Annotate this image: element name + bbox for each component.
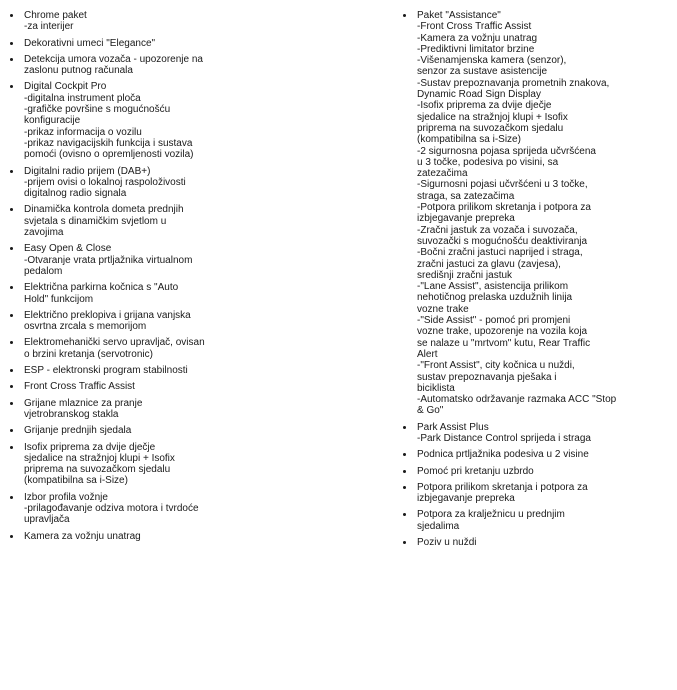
bullet-icon	[10, 85, 13, 88]
list-item	[7, 166, 272, 200]
item-title: Električno preklopiva i grijana vanjska	[24, 309, 191, 321]
list-item	[7, 442, 272, 487]
item-detail-line: straga, sa zatezačima	[417, 190, 515, 202]
item-title: Grijanje prednjih sjedala	[24, 425, 132, 437]
bullet-icon	[403, 426, 406, 429]
item-detail-line: (kompatibilna sa i-Size)	[24, 475, 128, 487]
list-item	[7, 81, 272, 160]
list-item	[7, 365, 272, 376]
item-detail-line: zavojima	[24, 227, 64, 239]
bullet-icon	[10, 286, 13, 289]
bullet-icon	[10, 58, 13, 61]
item-detail-line: vozne trake	[417, 303, 469, 315]
list-item	[7, 243, 272, 277]
item-title: Easy Open & Close	[24, 243, 112, 255]
item-title: Dinamička kontrola dometa prednjih	[24, 204, 184, 216]
item-detail-line: sjedalima	[417, 520, 460, 532]
list-item	[7, 54, 272, 77]
item-detail-line: konfiguracije	[24, 115, 81, 127]
right-column	[400, 10, 674, 548]
item-detail-line: izbjegavanje prepreka	[417, 493, 515, 505]
item-detail-line: -"Front Assist", city kočnica u nuždi,	[417, 360, 575, 372]
item-detail-line: nehotičnog prelaska uzdužnih linija	[417, 292, 573, 304]
bullet-icon	[10, 170, 13, 173]
item-detail-line: vjetrobranskog stakla	[24, 408, 119, 420]
item-detail-line: sjedalice na stražnjoj klupi + Isofix	[417, 111, 568, 123]
bullet-icon	[10, 446, 13, 449]
list-item	[7, 381, 272, 392]
list-item	[400, 466, 674, 477]
item-title: Potpora prilikom skretanja i potpora za	[417, 481, 588, 493]
item-detail-line: -Isofix priprema za dvije dječje	[417, 100, 552, 112]
item-detail-line: biciklista	[417, 382, 455, 394]
item-detail-line: zaslonu putnog računala	[24, 65, 133, 77]
item-detail-line: -Zračni jastuk za vozača i suvozača,	[417, 224, 578, 236]
item-detail-line: -Bočni zračni jastuci naprijed i straga,	[417, 247, 583, 259]
list-item	[7, 398, 272, 421]
item-detail-line: Alert	[417, 348, 438, 360]
item-title: Digitalni radio prijem (DAB+)	[24, 165, 151, 177]
bullet-icon	[403, 486, 406, 489]
item-title: Izbor profila vožnje	[24, 491, 108, 503]
item-title: Pomoć pri kretanju uzbrdo	[417, 465, 534, 477]
bullet-icon	[403, 14, 406, 17]
bullet-icon	[10, 385, 13, 388]
list-item	[400, 537, 674, 548]
item-detail-line: Dynamic Road Sign Display	[417, 89, 541, 101]
item-detail-line: Hold" funkcijom	[24, 293, 94, 305]
item-detail-line: suvozački s mogućnošću deaktiviranja	[417, 235, 588, 247]
item-detail-line: upravljača	[24, 514, 70, 526]
item-detail-line: sjedalice na stražnjoj klupi + Isofix	[24, 452, 175, 464]
item-detail-line: vozne trake, upozorenje na vozila koja	[417, 326, 588, 338]
bullet-icon	[403, 513, 406, 516]
item-detail-line: -digitalna instrument ploča	[24, 92, 141, 104]
item-detail-line: -Sustav prepoznavanja prometnih znakova,	[417, 77, 610, 89]
item-detail-line: -prilagođavanje odziva motora i tvrdoće	[24, 502, 199, 514]
item-title: Kamera za vožnju unatrag	[24, 530, 141, 542]
item-detail-line: -"Side Assist" - pomoć pri promjeni	[417, 315, 571, 327]
item-detail-line: -Sigurnosni pojasi učvršćeni u 3 točke,	[417, 179, 588, 191]
list-item	[400, 422, 674, 445]
bullet-icon	[10, 496, 13, 499]
item-detail-line: -Potpora prilikom skretanja i potpora za	[417, 202, 591, 214]
list-item	[7, 531, 272, 542]
item-detail-line: -2 sigurnosna pojasa sprijeda učvršćena	[417, 145, 596, 157]
item-detail-line: zračni jastuci za glavu (zavjesa),	[417, 258, 561, 270]
item-detail-line: -prijem ovisi o lokalnoj raspoloživosti	[24, 176, 186, 188]
bullet-icon	[10, 247, 13, 250]
item-detail-line: -"Lane Assist", asistencija prilikom	[417, 281, 569, 293]
list-item	[7, 310, 272, 333]
item-detail-line: svjetala s dinamičkim svjetlom u	[24, 215, 167, 227]
item-detail-line: digitalnog radio signala	[24, 188, 127, 200]
bullet-icon	[10, 429, 13, 432]
item-detail-line: priprema na suvozačkom sjedalu	[24, 464, 171, 476]
item-detail-line: pomoći (ovisno o opremljenosti vozila)	[24, 149, 194, 161]
item-detail-line: -prikaz navigacijskih funkcija i sustava	[24, 137, 193, 149]
item-detail-line: o brzini kretanja (servotronic)	[24, 348, 153, 360]
item-detail-line: (kompatibilna sa i-Size)	[417, 134, 521, 146]
bullet-icon	[10, 402, 13, 405]
list-item	[400, 10, 674, 417]
item-title: Podnica prtljažnika podesiva u 2 visine	[417, 449, 589, 461]
item-title: Grijane mlaznice za pranje	[24, 397, 143, 409]
list-item	[7, 282, 272, 305]
item-detail-line: senzor za sustave asistencije	[417, 66, 548, 78]
item-detail-line: -Prediktivni limitator brzine	[417, 43, 535, 55]
bullet-icon	[10, 14, 13, 17]
item-detail-line: -Višenamjenska kamera (senzor),	[417, 55, 567, 67]
item-detail-line: -grafičke površine s mogućnošću	[24, 104, 171, 116]
bullet-icon	[10, 341, 13, 344]
item-detail-line: & Go"	[417, 405, 444, 417]
bullet-icon	[10, 42, 13, 45]
item-detail-line: priprema na suvozačkom sjedalu	[417, 122, 564, 134]
item-title: Elektromehanički servo upravljač, ovisan	[24, 337, 205, 349]
item-detail-line: središnji zračni jastuk	[417, 269, 513, 281]
item-detail-line: osvrtna zrcala s memorijom	[24, 321, 147, 333]
item-title: Paket "Assistance"	[417, 10, 501, 21]
bullet-icon	[10, 535, 13, 538]
list-item	[400, 449, 674, 460]
item-detail-line: -Park Distance Control sprijeda i straga	[417, 432, 591, 444]
item-title: Park Assist Plus	[417, 421, 489, 433]
item-detail-line: -Kamera za vožnju unatrag	[417, 32, 538, 44]
item-detail-line: izbjegavanje prepreka	[417, 213, 515, 225]
bullet-icon	[10, 208, 13, 211]
item-detail-line: sustav prepoznavanja pješaka i	[417, 371, 557, 383]
bullet-icon	[403, 453, 406, 456]
left-column	[7, 10, 272, 542]
list-item	[400, 509, 674, 532]
item-detail-line: zatezačima	[417, 168, 468, 180]
item-title: Dekorativni umeci "Elegance"	[24, 37, 156, 49]
item-detail-line: pedalom	[24, 265, 63, 277]
item-detail-line: -Otvaranje vrata prtljažnika virtualnom	[24, 254, 193, 266]
list-item	[7, 492, 272, 526]
list-item	[7, 425, 272, 436]
item-title: Chrome paket	[24, 10, 87, 21]
list-item	[400, 482, 674, 505]
list-item	[7, 204, 272, 238]
item-title: Potpora za kralježnicu u prednjim	[417, 509, 565, 521]
list-item	[7, 38, 272, 49]
item-detail-line: u 3 točke, podesiva po visini, sa	[417, 156, 559, 168]
item-detail-line: se nalaze u "mrtvom" kutu, Rear Traffic	[417, 337, 591, 349]
list-item	[7, 10, 272, 33]
item-title: Isofix priprema za dvije dječje	[24, 441, 156, 453]
item-detail-line: -Front Cross Traffic Assist	[417, 21, 532, 33]
item-title: Front Cross Traffic Assist	[24, 381, 135, 393]
item-title: ESP - elektronski program stabilnosti	[24, 365, 188, 377]
item-detail-line: -Automatsko održavanje razmaka ACC "Stop	[417, 394, 617, 406]
bullet-icon	[403, 470, 406, 473]
list-item	[7, 337, 272, 360]
item-detail-line: -za interijer	[24, 21, 74, 33]
bullet-icon	[10, 314, 13, 317]
item-title: Detekcija umora vozača - upozorenje na	[24, 53, 203, 65]
item-title: Digital Cockpit Pro	[24, 81, 107, 93]
bullet-icon	[10, 369, 13, 372]
item-title: Poziv u nuždi	[417, 537, 477, 549]
bullet-icon	[403, 541, 406, 544]
item-title: Električna parkirna kočnica s "Auto	[24, 282, 179, 294]
item-detail-line: -prikaz informacija o vozilu	[24, 126, 142, 138]
